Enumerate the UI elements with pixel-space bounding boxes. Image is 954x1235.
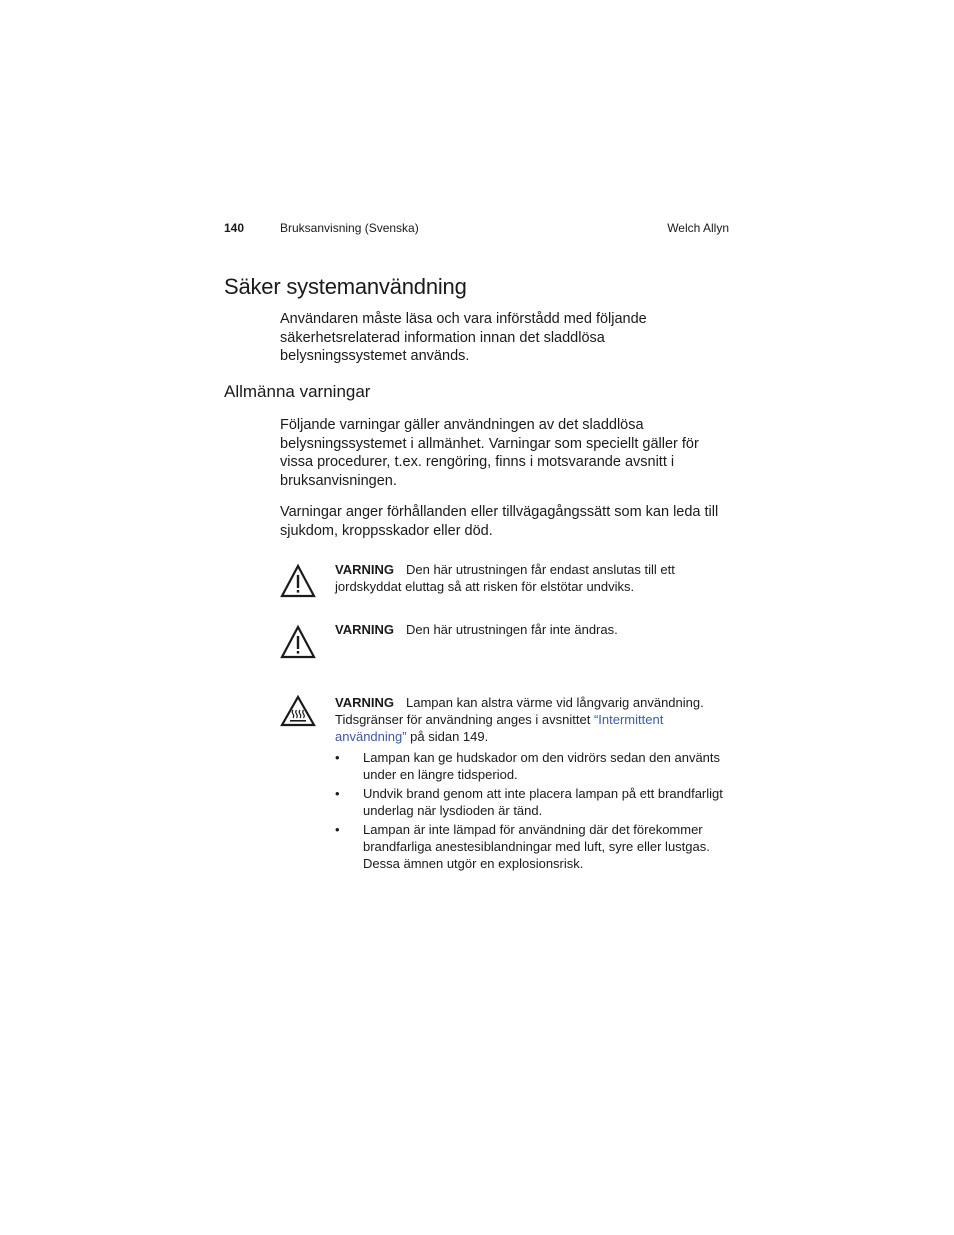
subsection-title: Allmänna varningar — [224, 382, 371, 401]
warning-3-bullet-list — [335, 749, 735, 874]
warning-3-label: VARNING — [335, 695, 394, 710]
warning-2-text: Den här utrustningen får inte ändras. — [405, 622, 618, 637]
subsection-paragraph-1: Följande varningar gäller användningen av det sladdlösa belysningssystemet i allmänhet. Varningar som speciellt gäller för vissa procedurer, t.ex. rengöring, finns i motsvarande avsnitt i bruksanvisningen. — [280, 417, 699, 490]
brand-name: Welch Allyn — [667, 221, 729, 235]
warning-3-text: Lampan kan alstra värme vid långvarig användning. Tidsgränser för användning anges i avsnittet — [335, 695, 704, 727]
bullet-icon: • — [335, 822, 340, 837]
warning-3 — [335, 694, 730, 745]
subsection-paragraph-2: Varningar anger förhållanden eller tillvägagångssätt som kan leda till sjukdom, kroppsskador eller död. — [280, 504, 719, 539]
list-item-text: Undvik brand genom att inte placera lampan på ett brandfarligt underlag när lysdioden är tänd. — [363, 786, 723, 818]
warning-2 — [335, 621, 730, 638]
list-item — [335, 749, 735, 783]
intermittent-use-link[interactable]: “Intermittent användning” — [335, 712, 664, 744]
warning-1 — [335, 561, 730, 595]
warning-1-label: VARNING — [335, 562, 394, 577]
list-item — [335, 821, 735, 872]
warning-3-text-after: på sidan 149. — [406, 729, 489, 744]
list-item-text: Lampan kan ge hudskador om den vidrörs sedan den använts under en längre tidsperiod. — [363, 750, 721, 782]
section-intro: Användaren måste läsa och vara införstådd med följande säkerhetsrelaterad information innan det sladdlösa belysningssystemet används. — [280, 311, 647, 364]
list-item — [335, 785, 735, 819]
list-item-text: Lampan är inte lämpad för användning där det förekommer brandfarliga anestesiblandningar med luft, syre eller lustgas. Dessa ämnen utgör en explosionsrisk. — [363, 822, 710, 871]
section-title: Säker systemanvändning — [224, 274, 467, 299]
warning-triangle-icon — [280, 624, 316, 660]
warning-1-text: Den här utrustningen får endast anslutas till ett jordskyddat eluttag så att risken för elstötar undviks. — [335, 562, 675, 594]
bullet-icon: • — [335, 750, 340, 765]
warning-2-label: VARNING — [335, 622, 394, 637]
warning-triangle-icon — [280, 563, 316, 599]
page-number: 140 — [224, 221, 245, 235]
bullet-icon: • — [335, 786, 340, 801]
page-header — [224, 221, 729, 239]
hot-surface-icon — [280, 694, 316, 730]
document-title: Bruksanvisning (Svenska) — [280, 221, 419, 235]
